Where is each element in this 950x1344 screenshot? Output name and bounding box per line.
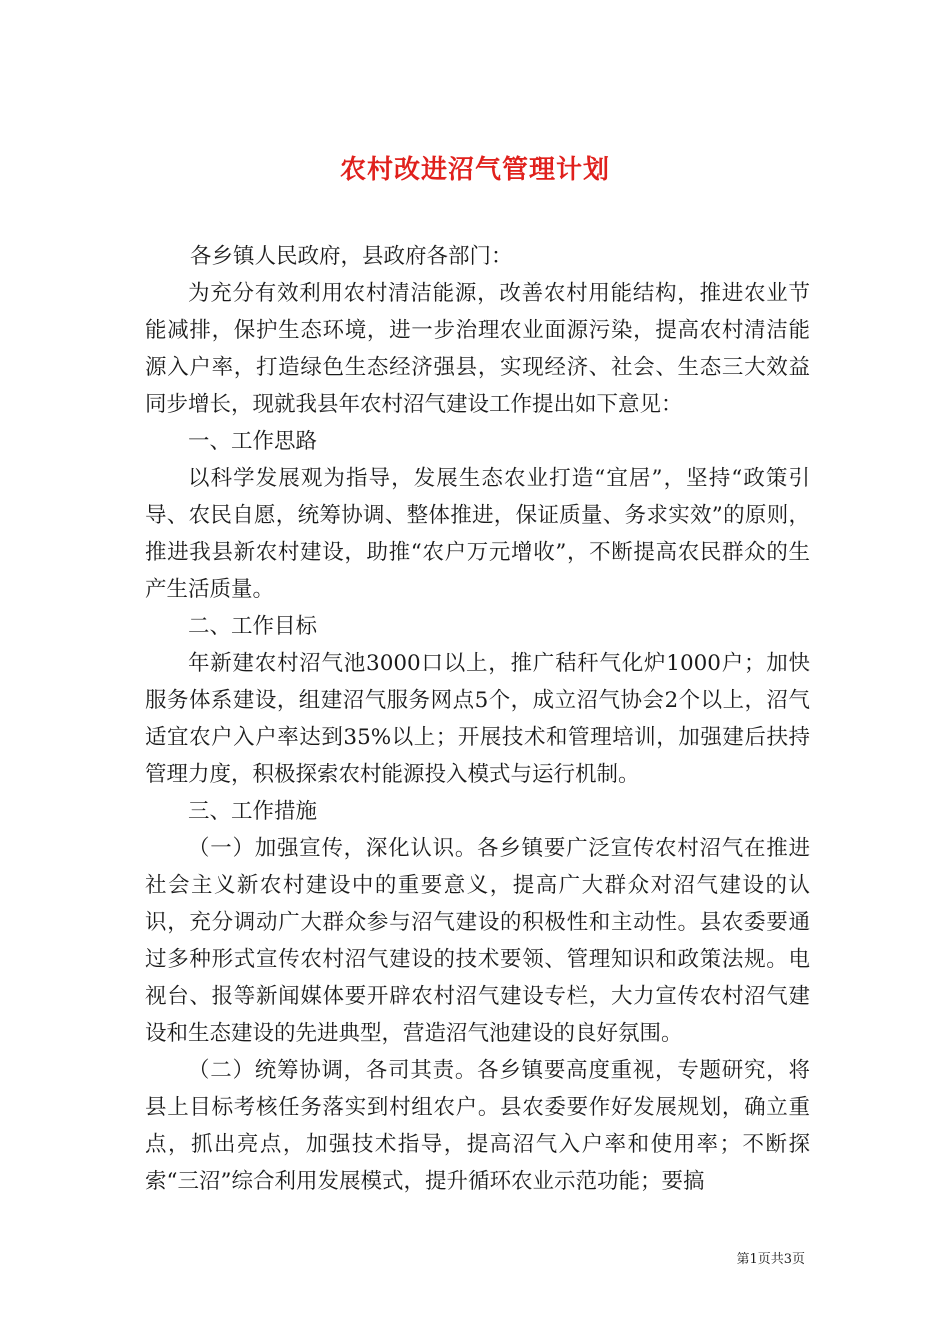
paragraph-intro: 为充分有效利用农村清洁能源，改善农村用能结构，推进农业节能减排，保护生态环境，进一步治理农业面源污染，提高农村清洁能源入户率，打造绿色生态经济强县，实现经济、社会、生态三大效益同步增长，现就我县年农村沼气建设工作提出如下意见： <box>145 281 810 417</box>
salutation: 各乡镇人民政府，县政府各部门： <box>190 244 513 269</box>
paragraph-section-1: 以科学发展观为指导，发展生态农业打造“宜居”，坚持“政策引导、农民自愿，统筹协调、整体推进，保证质量、务求实效”的原则，推进我县新农村建设，助推“农户万元增收”，不断提高农民群众的生产生活质量。 <box>145 466 810 602</box>
paragraph-measure-1: （一）加强宣传，深化认识。各乡镇要广泛宣传农村沼气在推进社会主义新农村建设中的重要意义，提高广大群众对沼气建设的认识，充分调动广大群众参与沼气建设的积极性和主动性。县农委要通过多种形式宣传农村沼气建设的技术要领、管理知识和政策法规。电视台、报等新闻媒体要开辟农村沼气建设专栏，大力宣传农村沼气建设和生态建设的先进典型，营造沼气池建设的良好氛围。 <box>145 836 810 1046</box>
section-heading-1: 一、工作思路 <box>188 429 318 454</box>
page-title: 农村改进沼气管理计划 <box>339 155 610 186</box>
document-body <box>145 238 810 1200</box>
section-heading-2: 二、工作目标 <box>188 614 318 639</box>
section-heading-3: 三、工作措施 <box>188 799 318 824</box>
page-number: 第1页共3页 <box>736 1252 805 1267</box>
paragraph-measure-2: （二）统筹协调，各司其责。各乡镇要高度重视，专题研究，将县上目标考核任务落实到村组农户。县农委要作好发展规划，确立重点，抓出亮点，加强技术指导，提高沼气入户率和使用率；不断探索“三沼”综合利用发展模式，提升循环农业示范功能；要搞 <box>145 1058 810 1194</box>
paragraph-section-2: 年新建农村沼气池3000口以上，推广秸秆气化炉1000户；加快服务体系建设，组建沼气服务网点5个，成立沼气协会2个以上，沼气适宜农户入户率达到35%以上；开展技术和管理培训，加强建后扶持管理力度，积极探索农村能源投入模式与运行机制。 <box>145 651 810 787</box>
